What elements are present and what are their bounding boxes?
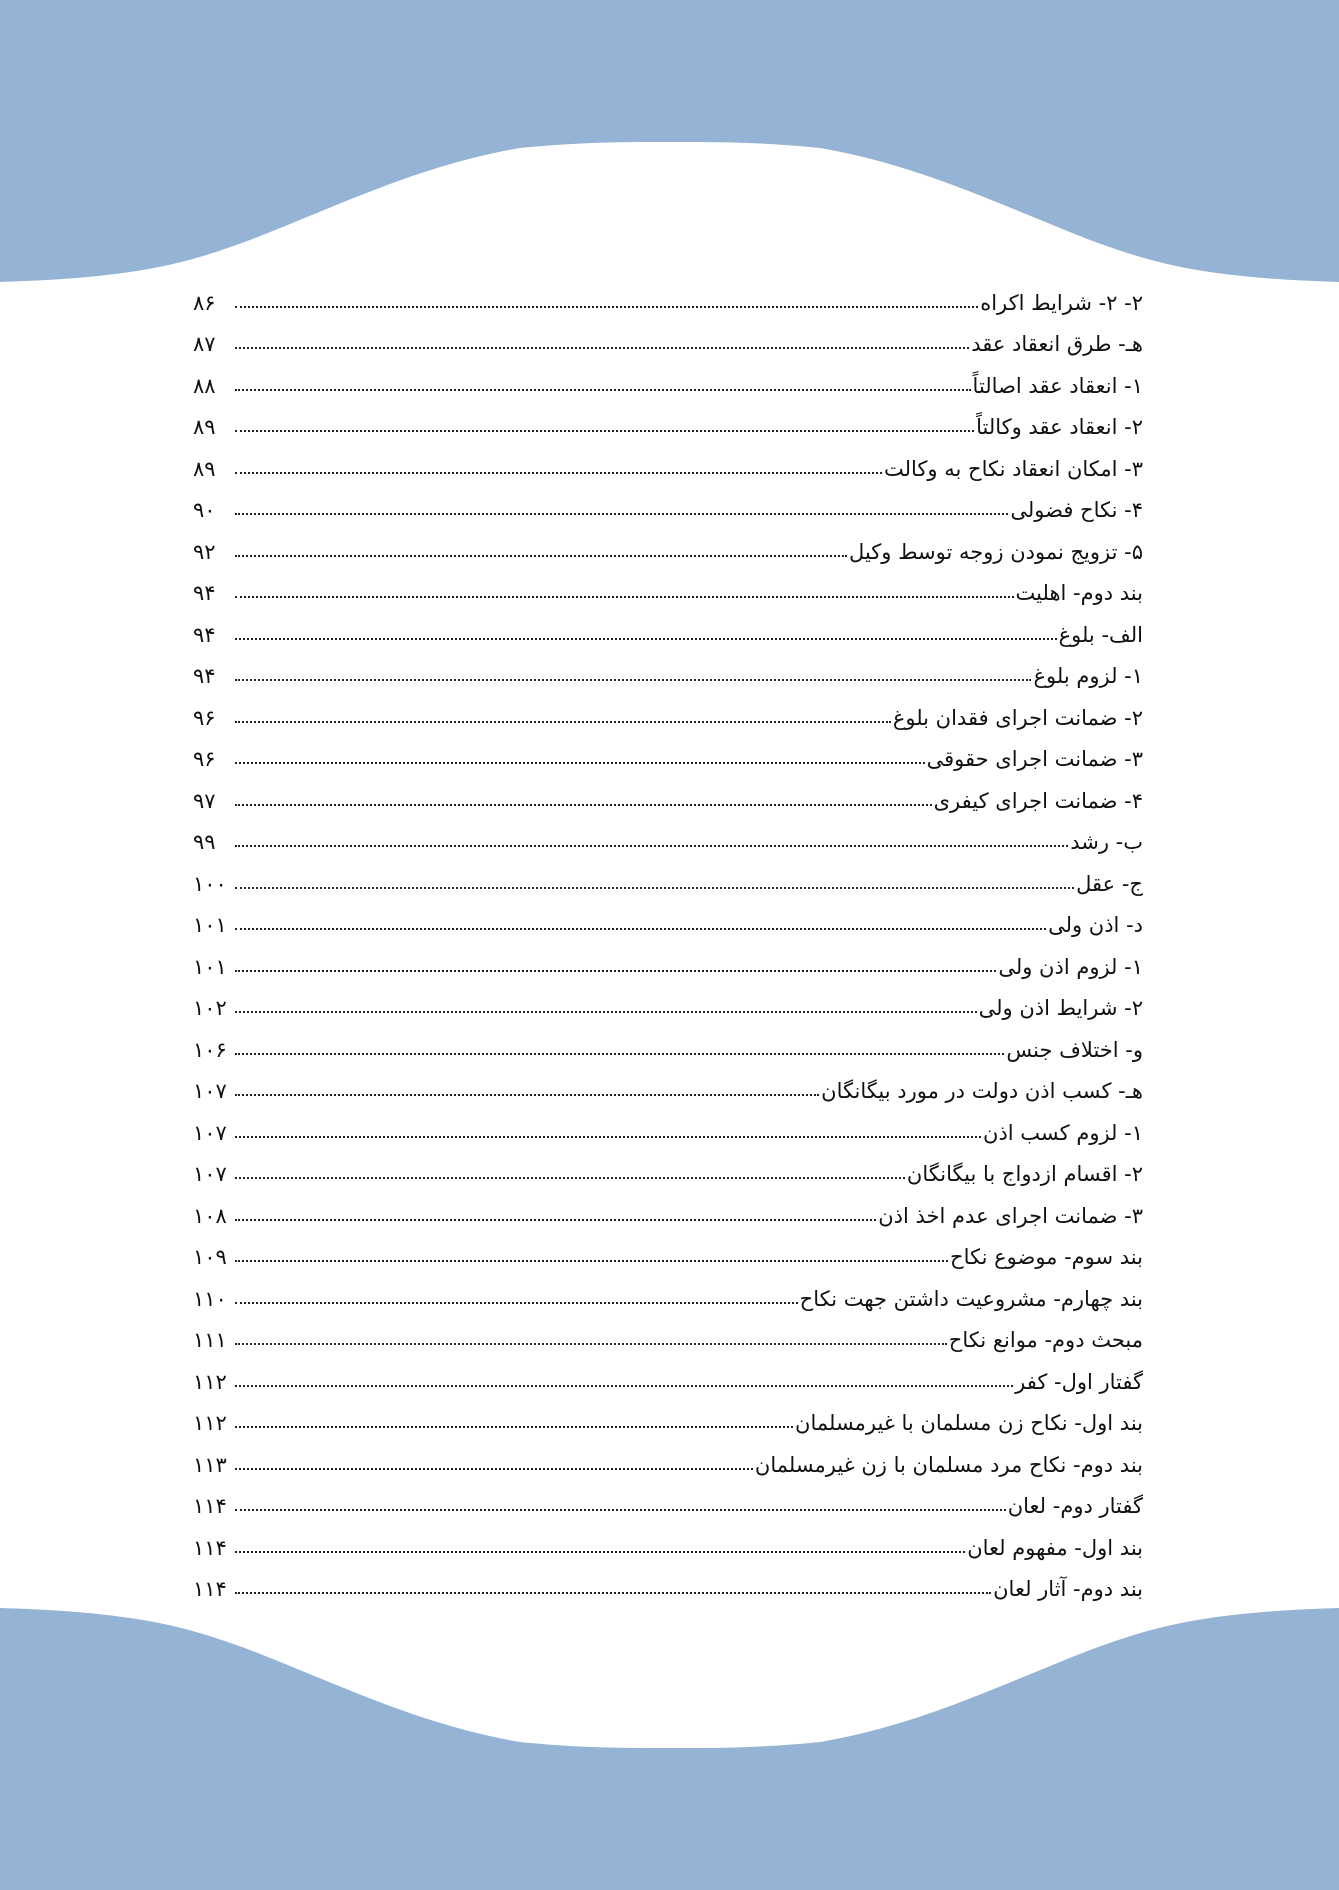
toc-entry-title: ۱- لزوم اذن ولی bbox=[998, 954, 1143, 979]
toc-entry-page-number: ۱۰۲ bbox=[193, 996, 227, 1021]
toc-entry bbox=[193, 407, 1143, 449]
toc-entry bbox=[193, 1320, 1143, 1362]
toc-entry-page-number: ۱۰۰ bbox=[193, 871, 227, 896]
toc-entry bbox=[193, 1195, 1143, 1237]
toc-dot-leader bbox=[235, 679, 1031, 681]
toc-entry-title: بند دوم- اهلیت bbox=[1015, 581, 1143, 606]
bottom-wave-decoration bbox=[0, 1600, 1339, 1890]
toc-entry-page-number: ۱۱۳ bbox=[193, 1452, 227, 1477]
toc-dot-leader bbox=[235, 555, 847, 557]
toc-dot-leader bbox=[235, 306, 978, 308]
top-wave-decoration bbox=[0, 0, 1339, 290]
toc-entry bbox=[193, 1029, 1143, 1071]
toc-entry bbox=[193, 1444, 1143, 1486]
toc-entry bbox=[193, 573, 1143, 615]
toc-entry-title: هـ- کسب اذن دولت در مورد بیگانگان bbox=[821, 1079, 1143, 1104]
toc-entry-title: بند اول- نکاح زن مسلمان با غیرمسلمان bbox=[795, 1411, 1143, 1436]
toc-entry bbox=[193, 988, 1143, 1030]
toc-entry-title: ۱- انعقاد عقد اصالتاً bbox=[972, 373, 1143, 398]
toc-entry-title: بند دوم- نکاح مرد مسلمان با زن غیرمسلمان bbox=[754, 1452, 1143, 1477]
toc-entry bbox=[193, 1278, 1143, 1320]
toc-entry bbox=[193, 1486, 1143, 1528]
toc-dot-leader bbox=[235, 970, 996, 972]
toc-entry-title: ۲- ضمانت اجرای فقدان بلوغ bbox=[892, 705, 1143, 730]
toc-entry-title: گفتار اول- کفر bbox=[1015, 1369, 1143, 1394]
toc-entry-title: ۲- اقسام ازدواج با بیگانگان bbox=[906, 1162, 1143, 1187]
toc-entry bbox=[193, 697, 1143, 739]
toc-entry-page-number: ۱۱۴ bbox=[193, 1577, 227, 1602]
toc-entry-page-number: ۱۱۲ bbox=[193, 1369, 227, 1394]
toc-entry bbox=[193, 822, 1143, 864]
toc-entry bbox=[193, 863, 1143, 905]
toc-entry-title: بند سوم- موضوع نکاح bbox=[950, 1245, 1143, 1270]
toc-entry bbox=[193, 1403, 1143, 1445]
toc-entry bbox=[193, 1237, 1143, 1279]
toc-entry-page-number: ۸۶ bbox=[193, 290, 216, 315]
toc-entry-page-number: ۱۰۷ bbox=[193, 1162, 227, 1187]
toc-entry-title: ۲- شرایط اذن ولی bbox=[978, 996, 1143, 1021]
toc-entry-title: ۱- لزوم بلوغ bbox=[1033, 664, 1143, 689]
toc-entry-title: ۱- لزوم کسب اذن bbox=[983, 1120, 1143, 1145]
toc-entry-page-number: ۹۹ bbox=[193, 830, 216, 855]
toc-dot-leader bbox=[235, 596, 1014, 598]
toc-dot-leader bbox=[235, 1260, 948, 1262]
toc-dot-leader bbox=[235, 1094, 819, 1096]
toc-entry-title: د- اذن ولی bbox=[1048, 913, 1143, 938]
toc-entry-page-number: ۱۱۰ bbox=[193, 1286, 227, 1311]
toc-dot-leader bbox=[235, 928, 1046, 930]
toc-entry bbox=[193, 780, 1143, 822]
toc-entry-page-number: ۸۸ bbox=[193, 373, 216, 398]
toc-entry-title: بند دوم- آثار لعان bbox=[993, 1577, 1143, 1602]
toc-dot-leader bbox=[235, 887, 1074, 889]
toc-entry-page-number: ۱۰۹ bbox=[193, 1245, 227, 1270]
toc-entry bbox=[193, 1361, 1143, 1403]
toc-entry-page-number: ۱۰۷ bbox=[193, 1120, 227, 1145]
toc-dot-leader bbox=[235, 721, 891, 723]
toc-entry-page-number: ۱۰۱ bbox=[193, 913, 227, 938]
toc-dot-leader bbox=[235, 389, 971, 391]
toc-dot-leader bbox=[235, 804, 932, 806]
toc-entry-page-number: ۸۹ bbox=[193, 415, 216, 440]
toc-entry bbox=[193, 1569, 1143, 1611]
toc-entry-title: ۳- ضمانت اجرای حقوقی bbox=[926, 747, 1143, 772]
toc-entry-page-number: ۱۱۴ bbox=[193, 1494, 227, 1519]
toc-dot-leader bbox=[235, 1385, 1013, 1387]
toc-entry bbox=[193, 490, 1143, 532]
toc-dot-leader bbox=[235, 1136, 981, 1138]
toc-entry-title: ۴- نکاح فضولی bbox=[1010, 498, 1143, 523]
toc-dot-leader bbox=[235, 1509, 1006, 1511]
toc-entry-page-number: ۸۷ bbox=[193, 332, 216, 357]
toc-dot-leader bbox=[235, 472, 882, 474]
toc-entry-title: الف- بلوغ bbox=[1058, 622, 1143, 647]
toc-entry-page-number: ۹۲ bbox=[193, 539, 216, 564]
toc-entry-page-number: ۹۶ bbox=[193, 705, 216, 730]
toc-dot-leader bbox=[235, 638, 1057, 640]
toc-entry-title: ۳- ضمانت اجرای عدم اخذ اذن bbox=[878, 1203, 1143, 1228]
toc-entry-page-number: ۹۴ bbox=[193, 664, 216, 689]
toc-entry bbox=[193, 531, 1143, 573]
toc-entry-title: ۴- ضمانت اجرای کیفری bbox=[933, 788, 1143, 813]
toc-entry-title: مبحث دوم- موانع نکاح bbox=[948, 1328, 1143, 1353]
toc-entry bbox=[193, 614, 1143, 656]
toc-dot-leader bbox=[235, 1177, 905, 1179]
toc-dot-leader bbox=[235, 430, 974, 432]
toc-dot-leader bbox=[235, 347, 969, 349]
toc-dot-leader bbox=[235, 1343, 947, 1345]
toc-entry-title: ۲- ۲- شرایط اکراه bbox=[980, 290, 1143, 315]
toc-entry-title: بند چهارم- مشروعیت داشتن جهت نکاح bbox=[799, 1286, 1143, 1311]
toc-entry bbox=[193, 656, 1143, 698]
toc-entry bbox=[193, 1112, 1143, 1154]
toc-entry bbox=[193, 448, 1143, 490]
toc-entry-page-number: ۱۱۲ bbox=[193, 1411, 227, 1436]
toc-entry bbox=[193, 1071, 1143, 1113]
toc-entry bbox=[193, 946, 1143, 988]
toc-entry-page-number: ۹۴ bbox=[193, 581, 216, 606]
toc-entry bbox=[193, 282, 1143, 324]
toc-dot-leader bbox=[235, 845, 1068, 847]
toc-entry bbox=[193, 324, 1143, 366]
toc-entry-title: ۳- امکان انعقاد نکاح به وکالت bbox=[884, 456, 1143, 481]
toc-dot-leader bbox=[235, 1053, 1004, 1055]
toc-dot-leader bbox=[235, 1426, 793, 1428]
toc-entry bbox=[193, 739, 1143, 781]
toc-dot-leader bbox=[235, 1592, 991, 1594]
toc-dot-leader bbox=[235, 762, 925, 764]
toc-entry bbox=[193, 905, 1143, 947]
toc-entry-page-number: ۱۰۶ bbox=[193, 1037, 227, 1062]
toc-entry-title: ج- عقل bbox=[1076, 871, 1143, 896]
toc-dot-leader bbox=[235, 1302, 798, 1304]
toc-dot-leader bbox=[235, 1468, 753, 1470]
toc-entry-page-number: ۱۰۸ bbox=[193, 1203, 227, 1228]
toc-entry-title: گفتار دوم- لعان bbox=[1007, 1494, 1143, 1519]
toc-dot-leader bbox=[235, 1219, 876, 1221]
toc-entry-title: ب- رشد bbox=[1070, 830, 1143, 855]
toc-entry-title: بند اول- مفهوم لعان bbox=[967, 1535, 1143, 1560]
toc-entry-title: ۲- انعقاد عقد وکالتاً bbox=[976, 415, 1143, 440]
toc-entry-page-number: ۹۶ bbox=[193, 747, 216, 772]
toc-entry bbox=[193, 1154, 1143, 1196]
table-of-contents bbox=[193, 282, 1143, 1610]
toc-entry-page-number: ۸۹ bbox=[193, 456, 216, 481]
toc-entry-page-number: ۱۱۴ bbox=[193, 1535, 227, 1560]
toc-entry bbox=[193, 365, 1143, 407]
toc-dot-leader bbox=[235, 1011, 977, 1013]
toc-entry bbox=[193, 1527, 1143, 1569]
toc-entry-title: هـ- طرق انعقاد عقد bbox=[971, 332, 1143, 357]
toc-entry-page-number: ۱۱۱ bbox=[193, 1328, 227, 1353]
toc-entry-page-number: ۹۷ bbox=[193, 788, 216, 813]
toc-entry-page-number: ۱۰۱ bbox=[193, 954, 227, 979]
toc-entry-page-number: ۱۰۷ bbox=[193, 1079, 227, 1104]
toc-dot-leader bbox=[235, 513, 1008, 515]
toc-entry-page-number: ۹۰ bbox=[193, 498, 216, 523]
toc-entry-title: ۵- تزویج نمودن زوجه توسط وکیل bbox=[849, 539, 1143, 564]
toc-dot-leader bbox=[235, 1551, 965, 1553]
toc-entry-page-number: ۹۴ bbox=[193, 622, 216, 647]
toc-entry-title: و- اختلاف جنس bbox=[1006, 1037, 1143, 1062]
